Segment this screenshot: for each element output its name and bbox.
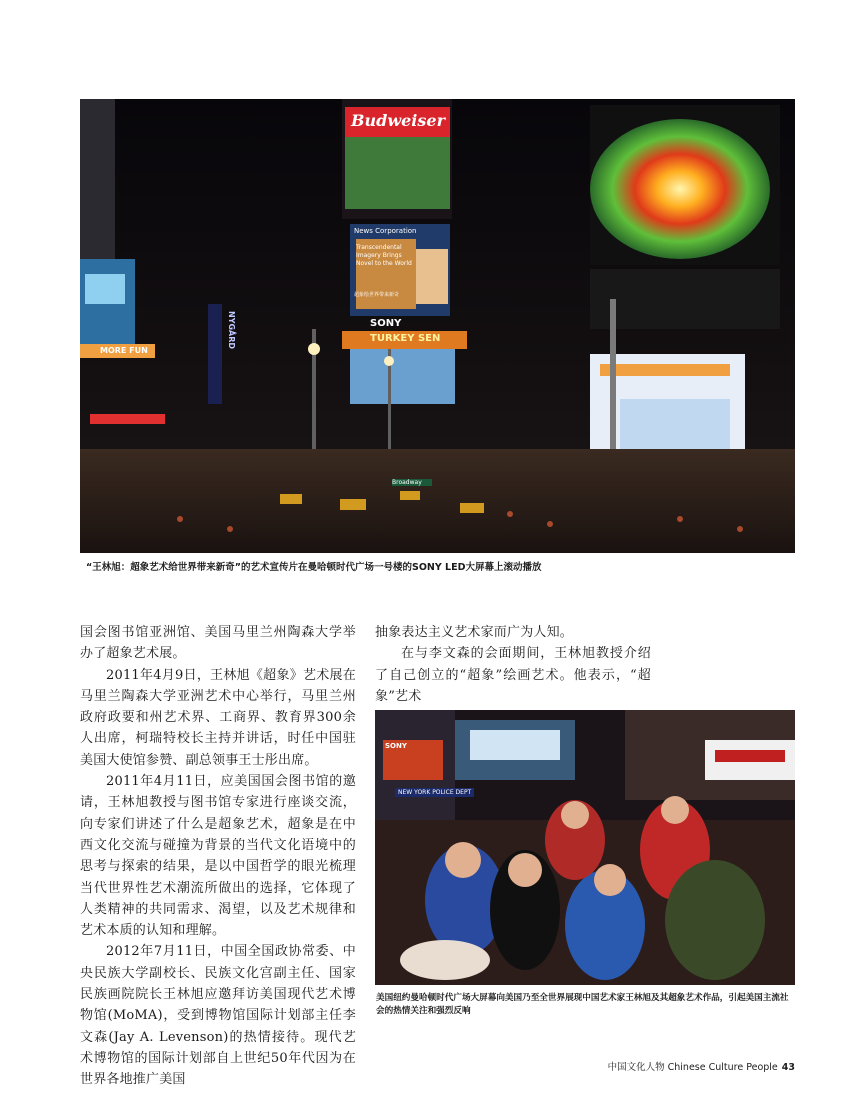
more-fun-sign: MORE FUN [100,346,148,355]
paragraph: 2012年7月11日，中国全国政协常委、中央民族大学副校长、民族文化宫副主任、国家民族画院院长王林旭应邀拜访美国现代艺术博物馆(MoMA)，受到博物馆国际计划部主任李文森(Jay A. Levenson)的热情接待。现代艺术博物馆的国际计划部自上世纪50年代因为在世界各地推广美国 [80,944,356,1088]
paragraph: 在与李文森的会面期间，王林旭教授介绍了自己创立的“超象”绘画艺术。他表示，“超象”艺术 [375,646,651,704]
broadway-sign: Broadway [392,479,432,486]
page-footer [608,1059,795,1073]
paragraph: 国会图书馆亚洲馆、美国马里兰州陶森大学举办了超象艺术展。 [80,625,356,662]
budweiser-sign: Budweiser [351,111,445,130]
publication-name: 中国文化人物 Chinese Culture People [607,1062,778,1073]
crowd-photo-caption: 美国纽约曼哈顿时代广场大屏幕向美国乃至全世界展现中国艺术家王林旭及其超象艺术作品，引起美国主流社会的热情关注和强烈反响 [376,993,789,1016]
screen-headline: Transcendental Imagery Brings Novel to the World [356,244,412,267]
times-square-photo [80,99,795,553]
nypd-sign: NEW YORK POLICE DEPT [395,788,474,797]
turkey-sign: TURKEY SEN [370,333,441,344]
news-corp-sign: News Corporation [354,227,417,235]
page-number: 43 [781,1062,795,1073]
right-text-column [375,622,795,707]
paragraph: 抽象表达主义艺术家而广为人知。 [375,625,574,640]
paragraph: 2011年4月11日，应美国国会图书馆的邀请，王林旭教授与图书馆专家进行座谈交流，向专家们讲述了什么是超象艺术，超象是在中西文化交流与碰撞为背景的当代文化语境中的思考与探索的结果，是以中国哲学的眼光梳理当代世界性艺术潮流所做出的选择，它体现了人类精神的共同需求、渴望，以及艺术规律和艺术本质的认知和理解。 [80,774,356,939]
screen-subtitle: 超象绘世界带来新奇 [354,292,400,298]
crowd-photo [375,710,795,985]
sony-sign: SONY [385,742,407,750]
nygard-sign: NYGÅRD [227,311,236,350]
left-text-column [80,622,356,1091]
paragraph: 2011年4月9日，王林旭《超象》艺术展在马里兰陶森大学亚洲艺术中心举行，马里兰州政府政要和州艺术界、工商界、教育界300余人出席，柯瑞特校长主持并讲话，时任中国驻美国大使馆参赞、副总领事王士彤出席。 [80,667,356,768]
sony-sign: SONY [370,318,402,329]
top-photo-caption: “王林旭：超象艺术给世界带来新奇”的艺术宣传片在曼哈顿时代广场一号楼的SONY LED大屏幕上滚动播放 [86,562,542,573]
